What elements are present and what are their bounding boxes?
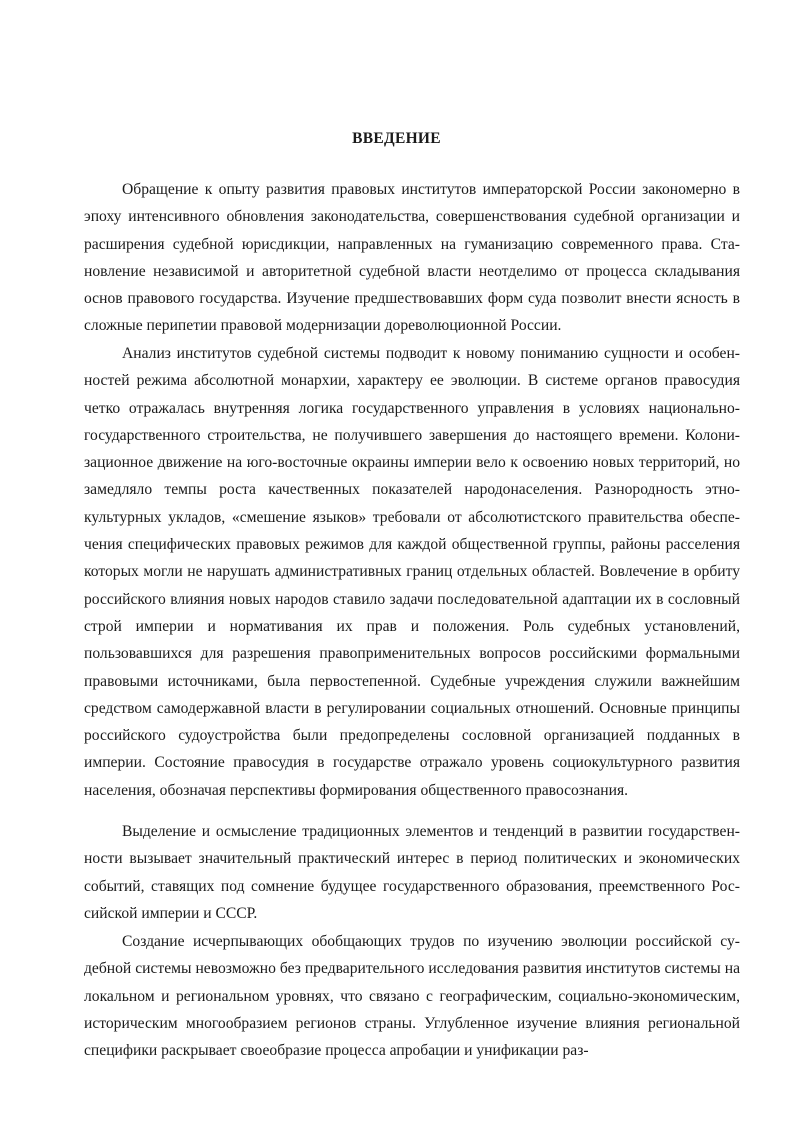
paragraph-2: Анализ институтов судебной системы подводит к новому пониманию сущности и особенностей режима абсолютной монархии, характеру ее эволюции. В системе органов правосудия четко отражалась внутренняя логика государственного управления в условиях национально-государственного строительства, не получившего завершения до настоящего времени. Колонизационное движение на юго-восточные окраины империи вело к освоению новых территорий, но замедляло темпы роста качественных показателей народонаселения. Разнородность этнокультурных укладов, «смешение языков» требовали от абсолютистского правительства обеспечения специфических правовых режимов для каждой общественной группы, районы расселения которых могли не нарушать административных границ отдельных областей. Вовлечение в орбиту российского влияния новых народов ставило задачи последовательной адаптации их в сословный строй империи и нормативания их прав и положения. Роль судебных установлений, пользовавшихся для разрешения правоприменительных вопросов российскими формальными правовыми источниками, была первостепенной. Судебные учреждения служили важнейшим средством самодержавной власти в регулировании социальных отношений. Основные принципы российского судоустройства были предопределены сословной организацией подданных в империи. Состояние правосудия в государстве отражало уровень социокультурного развития населения, обозначая перспективы формирования общественного правосознания. [84, 345, 740, 799]
paragraph-4: Создание исчерпывающих обобщающих трудов по изучению эволюции российской судебной системы невозможно без предварительного исследования развития институтов системы на локальном и региональном уровнях, что связано с географическим, социально-экономическим, историческим многообразием регионов страны. Углубленное изучение влияния региональной специфики раскрывает своеобразие процесса апробации и унификации раз- [84, 933, 740, 1060]
paragraph-1: Обращение к опыту развития правовых институтов императорской России закономерно в эпоху интенсивного обновления законодательства, совершенствования судебной организации и расширения судебной юрисдикции, направленных на гуманизацию современного права. Становление независимой и авторитетной судебной власти неотделимо от процесса складывания основ правового государства. Изучение предшествовавших форм суда позволит внести ясность в сложные перипетии правовой модернизации дореволюционной России. [84, 181, 740, 335]
page-title: ВВЕДЕНИЕ [352, 130, 441, 147]
paragraph-3: Выделение и осмысление традиционных элементов и тенденций в развитии государственности вызывает значительный практический интерес в период политических и экономических событий, ставящих под сомнение будущее государственного образования, преемственного Российской империи и СССР. [84, 823, 740, 922]
